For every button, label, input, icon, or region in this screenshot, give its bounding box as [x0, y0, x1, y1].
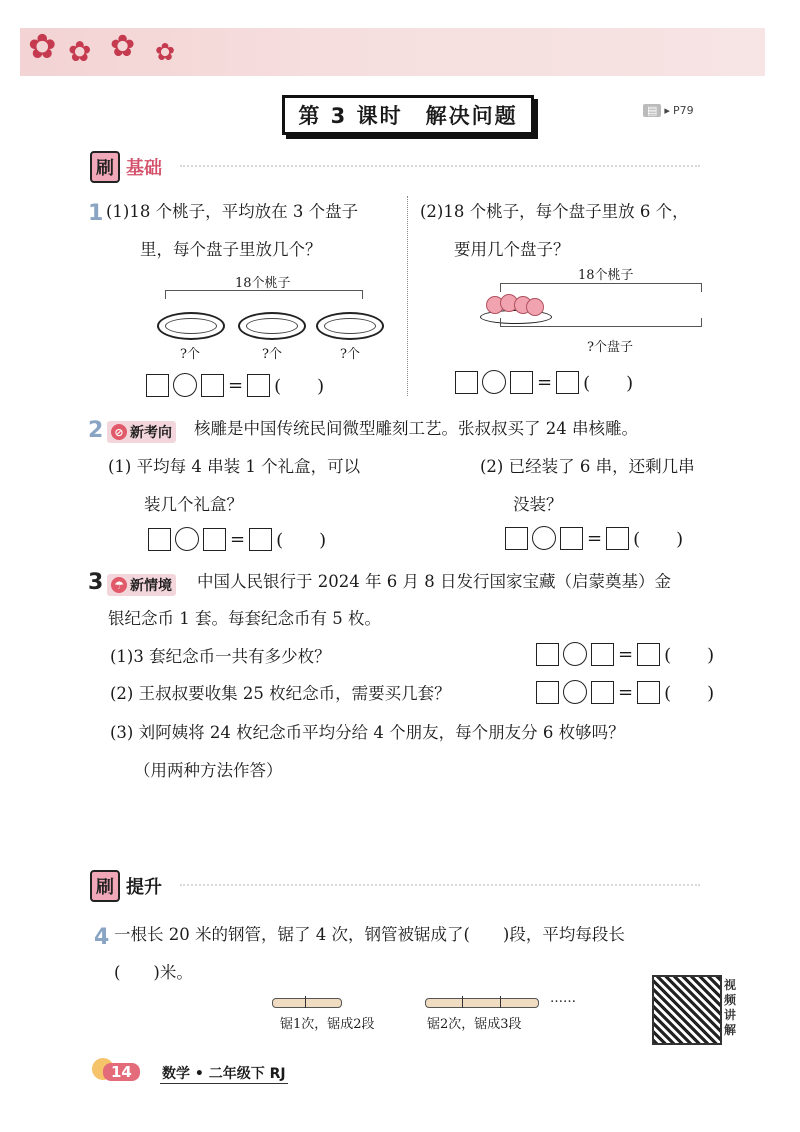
q2-part1-text: 装几个礼盒？: [144, 495, 243, 514]
q1-part2-text: (2)18 个桃子，每个盘子里放 6 个，: [420, 202, 689, 221]
qr-code[interactable]: [652, 975, 722, 1045]
brace: [500, 318, 702, 327]
question-number: 4: [94, 925, 110, 950]
answer-formula: [505, 525, 683, 551]
q1-part1-text: (1)18 个桃子，平均放在 3 个盘子: [106, 202, 359, 221]
page-ref-label: P79: [672, 104, 694, 117]
unit-blank[interactable]: ( ): [664, 645, 715, 666]
ellipsis: ……: [550, 991, 576, 1006]
brace-label: 18个桃子: [235, 276, 291, 291]
answer-box[interactable]: [591, 643, 614, 666]
page-ref-arrow-icon: ▸: [664, 104, 670, 117]
badge-label: 新考向: [130, 425, 172, 441]
q2-part1-text: (1) 平均每 4 串装 1 个礼盒，可以: [108, 457, 361, 476]
section-icon: 刷: [90, 870, 120, 902]
operator-circle[interactable]: [563, 642, 587, 666]
answer-box[interactable]: [203, 528, 226, 551]
unit-blank[interactable]: ( ): [633, 529, 684, 550]
section-header-basic: [90, 151, 162, 183]
q3-stem: 中国人民银行于 2024 年 6 月 8 日发行国家宝藏（启蒙奠基）金: [197, 572, 671, 591]
answer-box[interactable]: [455, 371, 478, 394]
pipe-caption: 锯1次，锯成2段: [280, 1017, 375, 1032]
plate: [157, 312, 225, 340]
maple-leaf-icon: ✿: [28, 27, 57, 67]
answer-box[interactable]: [556, 371, 579, 394]
q3-part2-text: (2) 王叔叔要收集 25 枚纪念币，需要买几套？: [110, 684, 451, 703]
q1-part1-text: 里，每个盘子里放几个？: [140, 240, 322, 259]
equals-sign: =: [587, 527, 603, 549]
q2-part2-text: (2) 已经装了 6 串，还剩几串: [480, 457, 695, 476]
plate-label: ?个: [262, 347, 282, 362]
section-title: 基础: [126, 158, 162, 179]
answer-box[interactable]: [201, 374, 224, 397]
book-icon: ▤: [643, 104, 661, 117]
answer-box[interactable]: [148, 528, 171, 551]
answer-box[interactable]: [249, 528, 272, 551]
answer-box[interactable]: [637, 643, 660, 666]
pipe-sawed-twice: [425, 998, 539, 1008]
umbrella-icon: ☂: [111, 577, 127, 593]
section-title: 提升: [126, 877, 162, 898]
answer-formula: [536, 641, 714, 667]
operator-circle[interactable]: [532, 526, 556, 550]
question-number: 1: [88, 201, 104, 226]
answer-box[interactable]: [146, 374, 169, 397]
q4-text: 一根长 20 米的钢管，锯了 4 次，钢管被锯成了( )段，平均每段长: [114, 925, 625, 944]
section-icon: 刷: [90, 151, 120, 183]
operator-circle[interactable]: [175, 527, 199, 551]
q3-part3-text: (3) 刘阿姨将 24 枚纪念币平均分给 4 个朋友，每个朋友分 6 枚够吗？: [110, 723, 625, 742]
answer-box[interactable]: [591, 681, 614, 704]
answer-box[interactable]: [560, 527, 583, 550]
footer-underline: [160, 1083, 288, 1084]
q2-stem: 核雕是中国传统民间微型雕刻工艺。张叔叔买了 24 串核雕。: [194, 419, 638, 438]
top-banner: [20, 28, 765, 76]
answer-box[interactable]: [536, 681, 559, 704]
equals-sign: =: [618, 681, 634, 703]
new-direction-badge: [107, 421, 176, 443]
section-header-advanced: [90, 870, 162, 902]
operator-circle[interactable]: [482, 370, 506, 394]
answer-formula: [455, 369, 633, 395]
new-scenario-badge: [107, 574, 176, 596]
q3-part1-text: (1)3 套纪念币一共有多少枚？: [110, 647, 331, 666]
q4-text: ( )米。: [114, 963, 193, 982]
equals-sign: =: [230, 528, 246, 550]
equals-sign: =: [228, 374, 244, 396]
answer-formula: [536, 679, 714, 705]
answer-box[interactable]: [606, 527, 629, 550]
plate-label: ?个: [340, 347, 360, 362]
answer-box[interactable]: [247, 374, 270, 397]
compass-icon: ⊘: [111, 424, 127, 440]
section-divider: [180, 165, 700, 167]
unit-blank[interactable]: ( ): [664, 683, 715, 704]
equals-sign: =: [618, 643, 634, 665]
q2-part2-text: 没装？: [513, 495, 563, 514]
answer-box[interactable]: [637, 681, 660, 704]
video-explanation-label[interactable]: 视频讲解: [724, 978, 737, 1037]
brace: [165, 290, 363, 299]
q1-part2-text: 要用几个盘子？: [454, 240, 570, 259]
lesson-title: 第 3 课时 解决问题: [282, 95, 534, 135]
equals-sign: =: [537, 371, 553, 393]
pipe-caption: 锯2次，锯成3段: [427, 1017, 522, 1032]
maple-leaf-icon: ✿: [155, 38, 176, 66]
saw-cut-mark: [462, 996, 463, 1008]
saw-cut-mark: [305, 996, 306, 1008]
brace: [500, 283, 702, 292]
answer-box[interactable]: [510, 371, 533, 394]
plate: [238, 312, 306, 340]
answer-formula: [146, 372, 324, 398]
unit-blank[interactable]: ( ): [276, 530, 327, 551]
maple-leaf-icon: ✿: [68, 35, 92, 68]
maple-leaf-icon: ✿: [110, 29, 136, 64]
pipe-sawed-once: [272, 998, 342, 1008]
unit-blank[interactable]: ( ): [583, 373, 634, 394]
plate-label: ?个: [180, 347, 200, 362]
q3-stem: 银纪念币 1 套。每套纪念币有 5 枚。: [108, 609, 381, 628]
column-divider: [407, 196, 408, 396]
answer-box[interactable]: [505, 527, 528, 550]
question-number: 3: [88, 570, 104, 595]
answer-box[interactable]: [536, 643, 559, 666]
plate: [316, 312, 384, 340]
badge-label: 新情境: [130, 578, 172, 594]
operator-circle[interactable]: [563, 680, 587, 704]
page-reference: [643, 104, 694, 117]
question-number: 2: [88, 418, 104, 443]
q3-part3-text: （用两种方法作答）: [134, 761, 283, 780]
brace-label: ?个盘子: [587, 340, 633, 355]
operator-circle[interactable]: [173, 373, 197, 397]
saw-cut-mark: [500, 996, 501, 1008]
footer-subject: 数学 • 二年级下 RJ: [162, 1066, 286, 1082]
unit-blank[interactable]: ( ): [274, 376, 325, 397]
page-number: 14: [103, 1063, 140, 1081]
answer-formula: [148, 526, 326, 552]
brace-label: 18个桃子: [578, 268, 634, 283]
section-divider: [180, 884, 700, 886]
